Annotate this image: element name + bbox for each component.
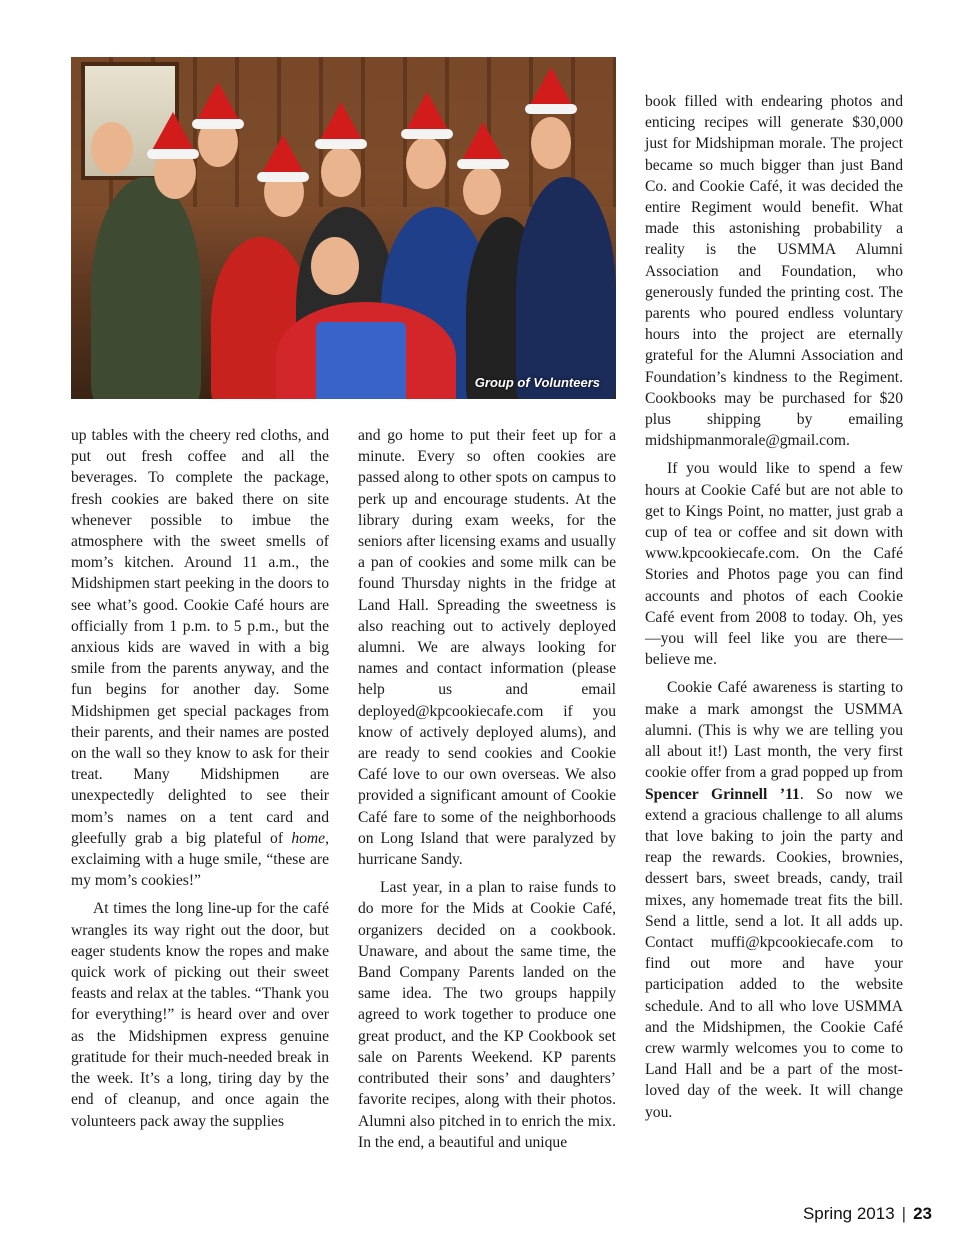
santa-hat-icon [261, 135, 305, 175]
santa-hat-brim [315, 139, 367, 149]
santa-hat-brim [147, 149, 199, 159]
photo-caption: Group of Volunteers [474, 375, 600, 390]
page-number: 23 [913, 1204, 932, 1223]
paragraph: book filled with endearing photos and enticing recipes will generate $30,000 just for Midshipman morale. The project became so much bigger than just Band Co. and Cookie Café, it was decided the entire Regiment would benefit. What made this astonishing probability a reality is the USMMA Alumni Association and Foundation, who generously funded the printing cost. The parents who poured endless voluntary hours into the project are eternally grateful for the Alumni Association and Foundation’s kindness to the Regiment. Cookbooks may be purchased for $20 plus shipping by emailing midshipmanmorale@gmail.com. [645, 93, 903, 450]
santa-hat-icon [319, 102, 363, 142]
paragraph: and go home to put their feet up for a minute. Every so often cookies are passed along to other spots on campus to perk up and encourage students. At the library during exam weeks, for the seniors after licensing exams and usually a pan of cookies and some milk can be found Thursday nights in the fridge at Land Hall. Spreading the sweetness is also reaching out to actively deployed alumni. We are always looking for names and contact information (please help us and email deployed@kpcookiecafe.com if you know of actively deployed alums), and are ready to send cookies and Cookie Café love to our own overseas. We also provided a significant amount of Cookie Café fare to some of the neighborhoods on Long Island that were paralyzed by hurricane Sandy. [358, 427, 616, 869]
photo-face [406, 137, 446, 189]
photo-face [531, 117, 571, 169]
photo-apron [316, 322, 406, 399]
santa-hat-icon [405, 92, 449, 132]
santa-hat-brim [401, 129, 453, 139]
santa-hat-brim [257, 172, 309, 182]
photo-face [311, 237, 359, 295]
paragraph: Cookie Café awareness is starting to make a mark amongst the USMMA alumni. (This is why we are telling you all about it!) Last month, the very first cookie offer from a grad popped up from Spencer Grinnell ’11. So now we extend a gracious challenge to all alums that love baking to join the party and reap the rewards. Cookies, brownies, dessert bars, sweet breads, candy, trail mixes, any homemade treat fits the bill. Send a little, send a lot. It all adds up. Contact muffi@kpcookiecafe.com to find out more and have your participation added to the website schedule. And to all who love USMMA and the Midshipmen, the Cookie Café crew warmly welcomes you to come to Land Hall and be a part of the most-loved day of the week. It will change you. [645, 679, 903, 1121]
text-column-2 [358, 425, 616, 1160]
santa-hat-icon [461, 122, 505, 162]
paragraph: up tables with the cheery red cloths, and put out fresh coffee and all the beverages. To complete the package, fresh cookies are baked there on site whenever possible to imbue the atmosphere with the sweet smells of mom’s kitchen. Around 11 a.m., the Midshipmen start peeking in the doors to see what’s good. Cookie Café hours are officially from 1 p.m. to 5 p.m., but the anxious kids are waved in with a big smile from the parents anyway, and the fun begins for another day. Some Midshipmen get special packages from their parents, and their names are posted on the wall so they know to ask for their treat. Many Midshipmen are unexpectedly delighted to see their mom’s names on a tent card and gleefully grab a big plateful of home, exclaiming with a huge smile, “these are my mom’s cookies!” [71, 427, 329, 890]
santa-hat-icon [151, 112, 195, 152]
text-column-1 [71, 425, 329, 1139]
paragraph: If you would like to spend a few hours at Cookie Café but are not able to get to Kings Point, no matter, just grab a cup of tea or coffee and sit down with www.kpcookiecafe.com. On the Café Stories and Photos page you can find accounts and photos of each Cookie Café event from 2008 to today. Oh, yes—you will feel like you are there—believe me. [645, 460, 903, 669]
photo-face [463, 167, 501, 215]
santa-hat-brim [192, 119, 244, 129]
footer-separator: | [901, 1204, 907, 1223]
page-footer [803, 1204, 932, 1224]
photo-face [91, 122, 133, 174]
santa-hat-brim [457, 159, 509, 169]
santa-hat-brim [525, 104, 577, 114]
volunteers-photo [71, 57, 616, 399]
photo-face [321, 147, 361, 197]
paragraph: Last year, in a plan to raise funds to do more for the Mids at Cookie Café, organizers decided on a cookbook. Unaware, and about the same time, the Band Company Parents landed on the same idea. The two groups happily agreed to work together to produce one great product, and the KP Cookbook set sale on Parents Weekend. KP parents contributed their sons’ and daughters’ favorite recipes, along with their photos. Alumni also pitched in to enrich the mix. In the end, a beautiful and unique [358, 879, 616, 1151]
santa-hat-icon [196, 82, 240, 122]
text-column-3 [645, 91, 903, 1130]
santa-hat-icon [529, 67, 573, 107]
photo-person [516, 177, 616, 399]
paragraph: At times the long line-up for the café wrangles its way right out the door, but eager students know the ropes and make quick work of picking out their sweet feasts and relax at the tables. “Thank you for everything!” is heard over and over as the Midshipmen express genuine gratitude for their much-needed break in the week. It’s a long, tiring day by the end of cleanup, and once again the volunteers pack away the supplies [71, 900, 329, 1130]
photo-person [91, 177, 201, 399]
issue-label: Spring 2013 [802, 1204, 895, 1223]
